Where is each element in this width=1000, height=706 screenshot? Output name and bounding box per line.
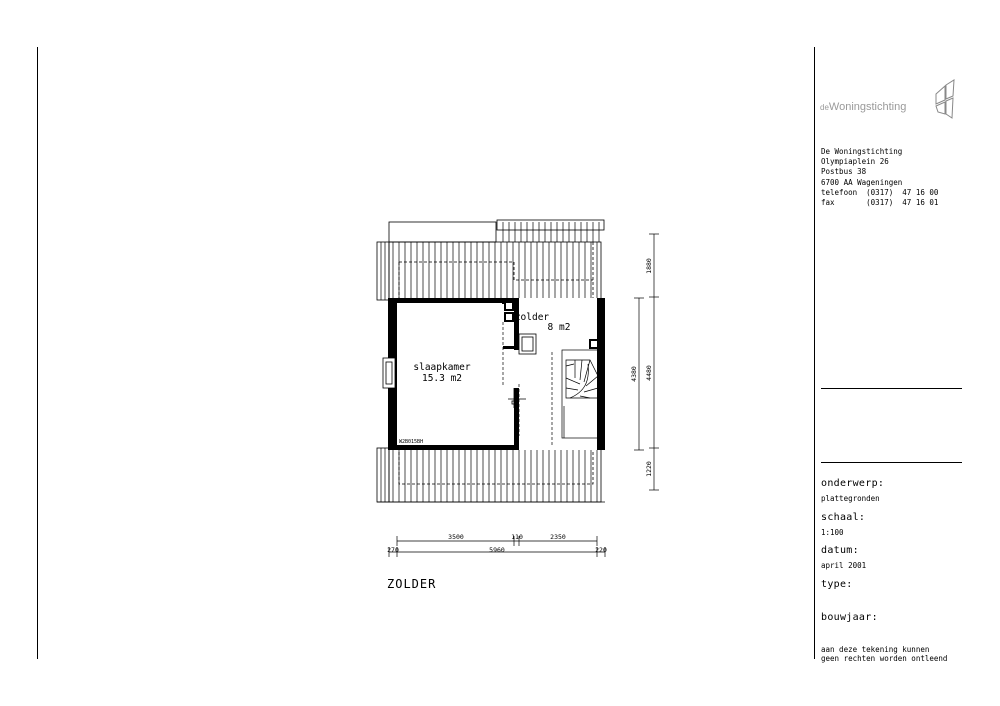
dim-bottom-1: 270 xyxy=(387,546,399,554)
address-postbus: Postbus 38 xyxy=(821,167,867,177)
roof-tiles-bottom xyxy=(381,448,597,502)
logo-name: Woningstichting xyxy=(828,101,907,113)
address-city: 6700 AA Wageningen xyxy=(821,177,903,187)
disclaimer-line-1: aan deze tekening kunnen xyxy=(821,645,930,654)
window-left xyxy=(383,358,395,388)
room-slaapkamer-name: slaapkamer xyxy=(413,362,471,373)
roof-tiles-top xyxy=(381,222,599,300)
datum-label: datum: xyxy=(821,545,859,556)
schaal-label: schaal: xyxy=(821,512,866,523)
type-label: type: xyxy=(821,579,853,590)
onderwerp-label: onderwerp: xyxy=(821,478,885,489)
datum-value: april 2001 xyxy=(821,561,867,570)
dim-vertical-outer-2: 4480 xyxy=(645,365,653,381)
schaal-value: 1:100 xyxy=(821,528,844,537)
address-org: De Woningstichting xyxy=(821,147,903,156)
window-tag: W2B015BH xyxy=(399,439,424,445)
dim-vertical-inner: 4380 xyxy=(630,366,638,382)
logo-prefix: de xyxy=(820,103,829,112)
interior-background xyxy=(389,298,601,450)
dim-top-2: 110 xyxy=(511,533,523,541)
address-street: Olympiaplein 26 xyxy=(821,157,889,167)
disclaimer-line-2: geen rechten worden ontleend xyxy=(821,654,948,663)
room-slaapkamer-area: 15.3 m2 xyxy=(421,373,463,384)
floor-title: ZOLDER xyxy=(387,577,437,591)
dim-bottom-3: 220 xyxy=(595,546,607,554)
logo-symbol-icon xyxy=(936,80,954,118)
address-phone: telefoon (0317) 47 16 00 xyxy=(821,187,939,197)
dim-top-3: 2350 xyxy=(550,533,566,541)
dim-top-1: 3500 xyxy=(448,533,464,541)
onderwerp-value: plattegronden xyxy=(821,494,880,503)
room-zolder-area: 8 m2 xyxy=(547,322,571,333)
dim-bottom-2: 5960 xyxy=(489,546,505,554)
address-fax: fax (0317) 47 16 01 xyxy=(821,198,939,208)
dim-vertical-outer-3: 1220 xyxy=(645,461,653,477)
dim-vertical-outer-1: 1880 xyxy=(645,258,653,274)
bouwjaar-label: bouwjaar: xyxy=(821,612,878,623)
room-zolder-name: zolder xyxy=(514,312,550,323)
